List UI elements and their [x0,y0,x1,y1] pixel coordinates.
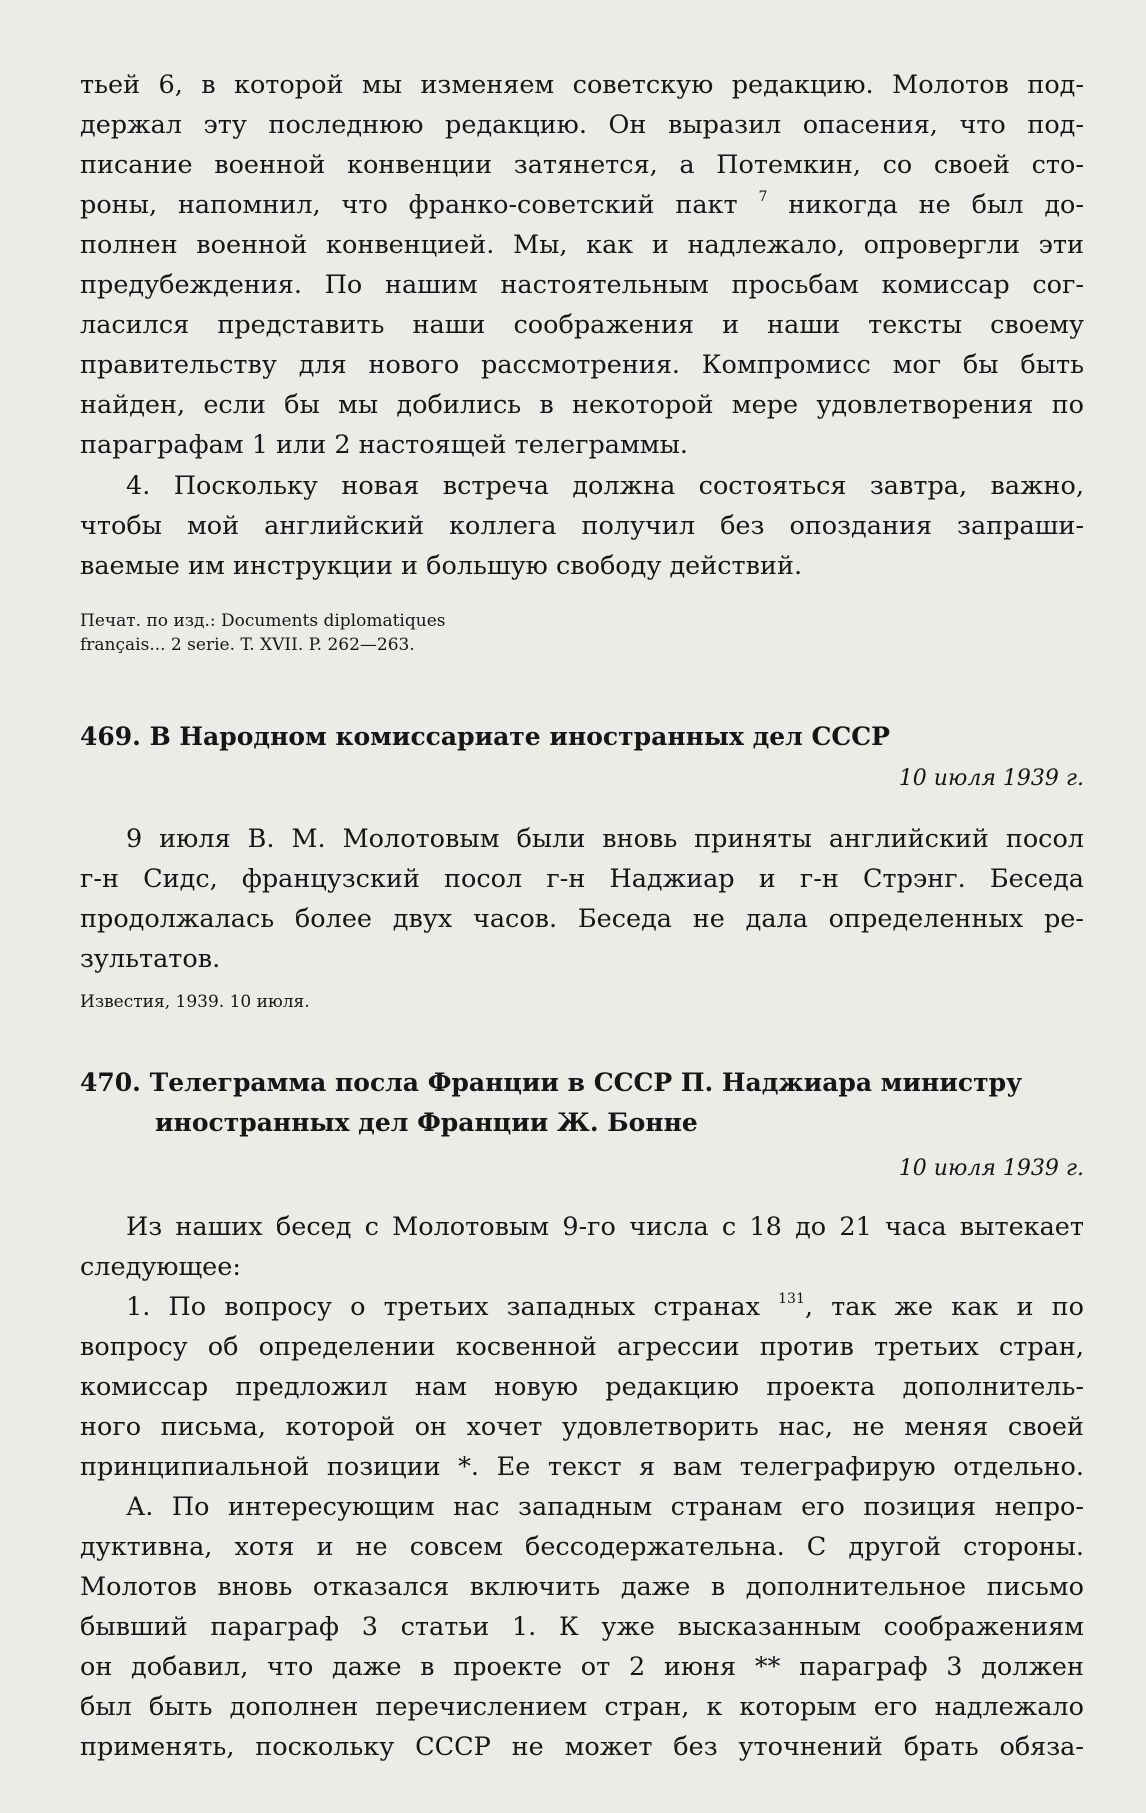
body-line: дуктивна, хотя и не совсем бессодержательна. С другой стороны. [80,1532,1084,1562]
body-line [80,1290,1084,1328]
body-line: ваемые им инструкции и большую свободу действий. [80,551,803,581]
body-line: ного письма, которой он хочет удовлетворить нас, не меняя своей [80,1412,1084,1442]
body-line: вопросу об определении косвенной агрессии против третьих стран, [80,1332,1084,1362]
body-line: продолжалась более двух часов. Беседа не дала определенных ре- [80,904,1084,934]
body-line: бывший параграф 3 статьи 1. К уже высказанным соображениям [80,1612,1084,1642]
body-line: следующее: [80,1252,241,1282]
body-line: найден, если бы мы добились в некоторой мере удовлетворения по [80,390,1084,420]
body-line: тьей 6, в которой мы изменяем советскую редакцию. Молотов под- [80,70,1084,100]
body-line: держал эту последнюю редакцию. Он выразил опасения, что под- [80,110,1084,140]
body-text: роны, напомнил, что франко-советский пакт [80,190,738,220]
body-line: предубеждения. По нашим настоятельным просьбам комиссар сог- [80,270,1084,300]
body-text: никогда не был до- [788,190,1085,220]
body-line: применять, поскольку СССР не может без уточнений брать обяза- [80,1732,1084,1762]
body-line: г-н Сидс, французский посол г-н Наджиар и г-н Стрэнг. Беседа [80,864,1084,894]
body-line: чтобы мой английский коллега получил без опоздания запраши- [80,511,1084,541]
document-date-470: 10 июля 1939 г. [898,1156,1084,1181]
body-line: Из наших бесед с Молотовым 9-го числа с 18 до 21 часа вытекает [126,1212,1084,1242]
body-line: Молотов вновь отказался включить даже в дополнительное письмо [80,1572,1084,1602]
body-line: 4. Поскольку новая встреча должна состояться завтра, важно, [126,471,1084,501]
body-line: полнен военной конвенцией. Мы, как и надлежало, опровергли эти [80,230,1084,260]
source-note: français... 2 serie. T. XVII. P. 262—263. [80,635,415,655]
footnote-ref: 131 [778,1291,805,1307]
body-line: писание военной конвенции затянется, а Потемкин, со своей сто- [80,150,1084,180]
body-line [80,188,1084,226]
body-line: зультатов. [80,944,221,974]
body-line: комиссар предложил нам новую редакцию проекта дополнитель- [80,1372,1084,1402]
body-line: параграфам 1 или 2 настоящей телеграммы. [80,430,689,460]
document-heading-469: 469. В Народном комиссариате иностранных дел СССР [80,722,890,751]
source-note: Известия, 1939. 10 июля. [80,992,310,1012]
footnote-ref: 7 [758,189,768,205]
document-date-469: 10 июля 1939 г. [898,766,1084,791]
body-line: он добавил, что даже в проекте от 2 июня ** параграф 3 должен [80,1652,1084,1682]
document-heading-470: 470. Телеграмма посла Франции в СССР П. Наджиара министру [80,1068,1023,1097]
body-line: А. По интересующим нас западным странам его позиция непро- [126,1492,1084,1522]
body-line: 9 июля В. М. Молотовым были вновь приняты английский посол [126,824,1084,854]
source-note: Печат. по изд.: Documents diplomatiques [80,611,446,631]
body-line: правительству для нового рассмотрения. Компромисс мог бы быть [80,350,1084,380]
body-line: принципиальной позиции *. Ее текст я вам телеграфирую отдельно. [80,1452,1084,1482]
body-line: ласился представить наши соображения и наши тексты своему [80,310,1084,340]
document-heading-470-cont: иностранных дел Франции Ж. Бонне [155,1108,698,1137]
body-line: был быть дополнен перечислением стран, к которым его надлежало [80,1692,1084,1722]
body-text: 1. По вопросу о третьих западных странах [126,1292,760,1322]
body-text: , так же как и по [804,1292,1085,1322]
